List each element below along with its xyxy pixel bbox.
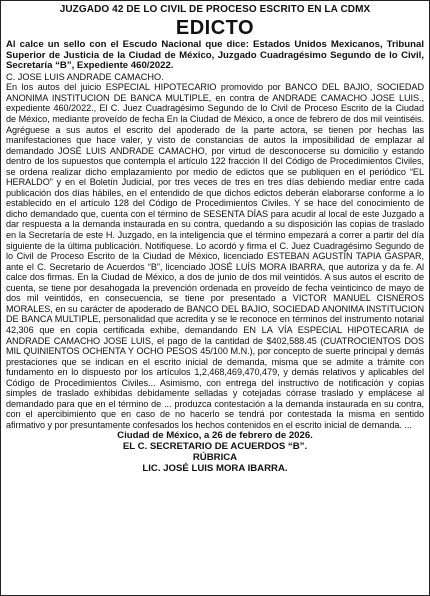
court-heading: JUZGADO 42 DE LO CIVIL DE PROCESO ESCRITO EN LA CDMX [59, 4, 371, 15]
signature-place-date: Ciudad de México, a 26 de febrero de 2026. [117, 430, 313, 442]
seal-line-2: Superior de Justicia de la Ciudad de México, Juzgado Cuadragésimo Segundo de lo Civil, [6, 49, 424, 61]
signature-block [6, 430, 424, 474]
seal-line-1: Al calce un sello con el Escudo Nacional que dice: Estados Unidos Mexicanos, Tribunal [6, 39, 424, 50]
signature-name: LIC. JOSÉ LUIS MORA IBARRA. [142, 463, 288, 475]
signature-rubric: RÚBRICA [192, 452, 238, 464]
edict-body [6, 82, 424, 430]
body-paragraph: En los autos del juicio ESPECIAL HIPOTECARIO promovido por BANCO DEL BAJIO, SOCIEDAD ANONIMA INSTITUCION DE BANCA MULTIPLE, en contra de ANDRADE CAMACHO JOSE LUIS., expediente 460/2022., El C. Juez Cuadragésimo Segundo de lo Civil de Proceso Escrito de la Ciudad de México, mediante proveído de fecha En la Ciudad de México, a once de febrero de dos mil veintiséis. Agréguese a sus autos el escrito del apoderado de la parte actora, se tienen por hechas las manifestaciones que hace valer, y visto de constancias de autos la imposibilidad de emplazar al demandado JOSÉ LUIS ANDRADE CAMACHO, por virtud de desconocerse su domicilio y estando dentro de los supuestos que contempla el artículo 122 fracción II del Código de Procedimientos Civiles, se ordena realizar dicho emplazamiento por medio de edictos que se publiquen en el periódico “EL HERALDO” y en el Boletín Judicial, por tres veces de tres en tres días debiendo mediar entre cada publicación dos días hábiles, en el entendido de que dichos edictos deberán elaborarse conforme a lo establecido en el artículo 128 del Código de Procedimientos Civiles. Y se hace del conocimiento de dicho demandado que, cuenta con el término de SESENTA DÍAS para acudir al local de este Juzgado a dar respuesta a la demanda instaurada en su contra, quedando a su disposición las copias de traslado en la Secretaría de este H. Juzgado, en la inteligencia que el término empezará a correr a partir del día siguiente de la última publicación. Notifíquese. Lo acordó y firma el C. Juez Cuadragésimo Segundo de lo Civil de Proceso Escrito de la Ciudad de México, licenciado ESTEBAN AGUSTÍN TAPIA GASPAR, ante el C. Secretario de Acuerdos “B”, licenciado JOSÉ LUÍS MORA IBARRA, que autoriza y da fe. Al calce dos firmas. En la Ciudad de México, a dos de junio de dos mil veintidós. A sus autos el escrito de cuenta, se tiene por desahogada la prevención ordenada en proveído de fecha veinticinco de mayo de dos mil veintidós, en consecuencia, se tiene por presentado a VICTOR MANUEL CISNEROS MORALES, en su carácter de apoderado de BANCO DEL BAJIO, SOCIEDAD ANONIMA INSTITUCION DE BANCA MULTIPLE, personalidad que acredita y se le reconoce en términos del instrumento notarial 42,306 que en copia certificada exhibe, demandando EN LA VÍA ESPECIAL HIPOTECARIA de ANDRADE CAMACHO JOSE LUIS, el pago de la cantidad de $402,588.45 (CUATROCIENTOS DOS MIL QUINIENTOS OCHENTA Y OCHO PESOS 45/100 M.N.), por concepto de suerte principal y demás prestaciones que se indican en el escrito inicial de demanda, misma que se admite a trámite con fundamento en lo dispuesto por los artículos 1,2,468,469,470,479, y demás relativos y aplicables del Código de Procedimientos Civiles... Asimismo, con entrega del instructivo de notificación y copias simples de traslado exhibidas debidamente selladas y cotejadas córrase traslado y emplácese al demandado para que en el término de ... produzca contestación a la demanda instaurada en su contra, con el apercibimiento que en caso de no hacerlo se tendrá por contestada la misma en sentido afirmativo y por presuntamente confesados los hechos contenidos en el escrito inicial de demanda. ... [6, 82, 424, 430]
seal-description [6, 40, 424, 72]
signature-role: EL C. SECRETARIO DE ACUERDOS “B”. [122, 441, 308, 453]
seal-line-3: Secretaría “B”, Expediente 460/2022. [6, 60, 174, 72]
edict-title: EDICTO [175, 17, 255, 39]
defendant-name: C. JOSE LUIS ANDRADE CAMACHO. [6, 71, 164, 82]
